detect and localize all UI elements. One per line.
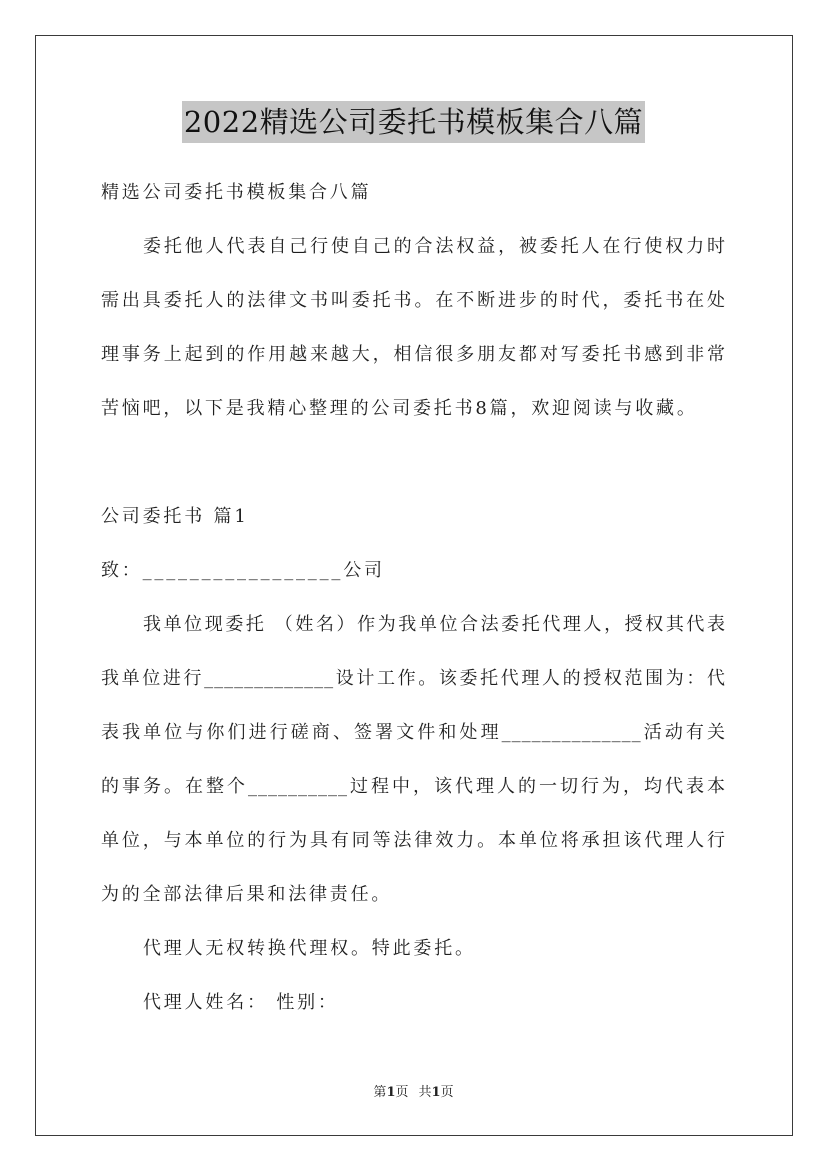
total-prefix: 共 (418, 1085, 432, 1100)
page-footer (0, 1083, 827, 1103)
letter-body-line: 我单位进行_____________设计工作。该委托代理人的授权范围为：代 (101, 668, 726, 689)
intro-line: 需出具委托人的法律文书叫委托书。在不断进步的时代，委托书在处 (101, 290, 726, 311)
letter-body-line: 的事务。在整个__________过程中，该代理人的一切行为，均代表本 (101, 776, 726, 797)
letter-addressee: 致：_________________公司 (101, 560, 385, 581)
letter-body-line: 我单位现委托 （姓名）作为我单位合法委托代理人，授权其代表 (143, 614, 726, 635)
letter-body-line: 表我单位与你们进行磋商、签署文件和处理______________活动有关 (101, 722, 726, 743)
total-pages-number: 1 (431, 1085, 441, 1100)
intro-line: 委托他人代表自己行使自己的合法权益，被委托人在行使权力时 (143, 236, 726, 257)
document-body (101, 166, 726, 1030)
page-prefix: 第 (373, 1085, 387, 1100)
page-suffix: 页 (395, 1085, 409, 1100)
letter-body-line: 单位，与本单位的行为具有同等法律效力。本单位将承担该代理人行 (101, 830, 726, 851)
intro-line: 苦恼吧，以下是我精心整理的公司委托书8篇，欢迎阅读与收藏。 (101, 398, 698, 419)
document-title: 2022精选公司委托书模板集合八篇 (182, 101, 645, 143)
letter-body-line: 为的全部法律后果和法律责任。 (101, 884, 393, 905)
subtitle: 精选公司委托书模板集合八篇 (101, 182, 372, 203)
agent-fields: 代理人姓名： 性别： (143, 992, 339, 1013)
intro-line: 理事务上起到的作用越来越大，相信很多朋友都对写委托书感到非常 (101, 344, 726, 365)
current-page-number: 1 (386, 1085, 396, 1100)
intro-paragraph (101, 220, 726, 436)
total-suffix: 页 (440, 1085, 454, 1100)
section-heading: 公司委托书 篇1 (101, 506, 249, 527)
title-container (0, 101, 827, 143)
no-transfer-statement: 代理人无权转换代理权。特此委托。 (143, 938, 476, 959)
blank-line (101, 436, 726, 490)
letter-body-paragraph (101, 598, 726, 922)
